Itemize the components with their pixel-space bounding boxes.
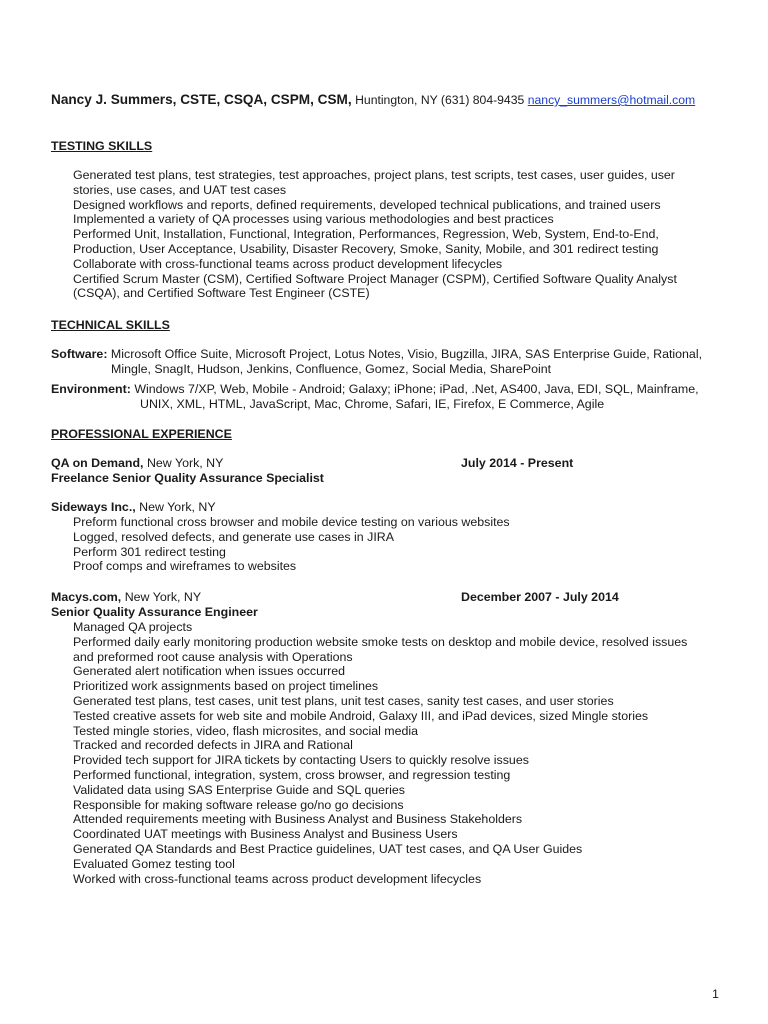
list-item: Tested creative assets for web site and mobile Android, Galaxy III, and iPad devices, sized Mingle stories (73, 708, 649, 723)
resume-header (51, 93, 751, 108)
job-role: Senior Quality Assurance Engineer (51, 604, 258, 619)
sideways-duties-list (73, 515, 713, 574)
job-qa-on-demand (51, 456, 731, 486)
testing-skills-list (73, 168, 713, 301)
list-item: Generated test plans, test strategies, test approaches, project plans, test scripts, test cases, user guides, user (73, 168, 675, 182)
list-item: Tested mingle stories, video, flash microsites, and social media (73, 723, 419, 738)
list-item: Preform functional cross browser and mobile device testing on various websites (73, 515, 510, 529)
company-name: Sideways Inc., (51, 500, 136, 514)
environment-values: Windows 7/XP, Web, Mobile - Android; Galaxy; iPhone; iPad, .Net, AS400, Java, EDI, SQL, Mainframe, (134, 382, 699, 396)
company-name: QA on Demand, (51, 456, 144, 470)
company-location: New York, NY (139, 500, 216, 514)
list-item: Performed Unit, Installation, Functional, Integration, Performances, Regression, Web, System, End-to-End, (73, 227, 659, 242)
list-item: Validated data using SAS Enterprise Guide and SQL queries (73, 782, 405, 797)
list-item: Generated alert notification when issues occurred (73, 664, 346, 679)
software-values: Microsoft Office Suite, Microsoft Project, Lotus Notes, Visio, Bugzilla, JIRA, SAS Enterprise Guide, Rational, (110, 347, 703, 361)
macys-duties-list (73, 620, 713, 886)
list-item: Attended requirements meeting with Business Analyst and Business Stakeholders (73, 812, 523, 827)
job-dates: July 2014 - Present (461, 456, 574, 470)
job-sideways (51, 500, 731, 515)
list-item: Coordinated UAT meetings with Business Analyst and Business Users (73, 827, 458, 842)
list-item: Collaborate with cross-functional teams across product development lifecycles (73, 256, 503, 271)
environment-skills (51, 382, 731, 412)
list-item: Responsible for making software release go/no go decisions (73, 797, 404, 812)
section-title-professional-experience: PROFESSIONAL EXPERIENCE (51, 427, 232, 441)
list-item: Certified Scrum Master (CSM), Certified Software Project Manager (CSPM), Certified Software Quality Analyst (73, 271, 677, 286)
email-link[interactable]: nancy_summers@hotmail.com (527, 93, 696, 107)
list-item: Perform 301 redirect testing (73, 544, 226, 559)
list-item: Evaluated Gomez testing tool (73, 856, 235, 871)
list-item: Managed QA projects (73, 620, 193, 634)
list-item: Prioritized work assignments based on project timelines (73, 679, 379, 694)
list-item: Worked with cross-functional teams across product development lifecycles (73, 871, 482, 886)
software-values-continued: Mingle, SnagIt, Hudson, Jenkins, Confluence, Gomez, Social Media, SharePoint (111, 361, 552, 376)
software-label: Software: (51, 347, 108, 361)
list-item: stories, use cases, and UAT test cases (73, 182, 287, 197)
list-item: Generated test plans, test cases, unit test plans, unit test cases, sanity test cases, and user stories (73, 693, 614, 708)
section-title-technical-skills: TECHNICAL SKILLS (51, 318, 170, 332)
list-item: Performed daily early monitoring production website smoke tests on desktop and mobile device, resolved issues (73, 634, 688, 649)
page-number: 1 (712, 987, 719, 1001)
company-location: New York, NY (124, 590, 202, 604)
list-item: Provided tech support for JIRA tickets by contacting Users to quickly resolve issues (73, 753, 529, 768)
company-location: New York, NY (146, 456, 224, 470)
list-item: and preformed root cause analysis with Operations (73, 649, 353, 664)
environment-label: Environment: (51, 382, 131, 396)
list-item: (CSQA), and Certified Software Test Engineer (CSTE) (73, 286, 370, 301)
environment-values-continued: UNIX, XML, HTML, JavaScript, Mac, Chrome, Safari, IE, Firefox, E Commerce, Agile (140, 396, 605, 411)
software-skills (51, 347, 731, 377)
list-item: Generated QA Standards and Best Practice guidelines, UAT test cases, and QA User Guides (73, 841, 583, 856)
list-item: Implemented a variety of QA processes using various methodologies and best practices (73, 212, 554, 227)
contact-info: Huntington, NY (631) 804-9435 (355, 93, 525, 107)
section-title-testing-skills: TESTING SKILLS (51, 139, 153, 153)
company-name: Macys.com, (51, 590, 122, 604)
job-macys (51, 590, 731, 620)
job-role: Freelance Senior Quality Assurance Specialist (51, 470, 324, 485)
candidate-name: Nancy J. Summers, CSTE, CSQA, CSPM, CSM, (51, 92, 352, 107)
job-dates: December 2007 - July 2014 (461, 590, 619, 604)
list-item: Production, User Acceptance, Usability, Disaster Recovery, Smoke, Sanity, Mobile, and 301 redirect testing (73, 241, 659, 256)
list-item: Performed functional, integration, system, cross browser, and regression testing (73, 767, 511, 782)
list-item: Tracked and recorded defects in JIRA and Rational (73, 738, 353, 753)
list-item: Proof comps and wireframes to websites (73, 559, 297, 574)
list-item: Designed workflows and reports, defined requirements, developed technical publications, and trained users (73, 197, 661, 212)
list-item: Logged, resolved defects, and generate use cases in JIRA (73, 529, 394, 544)
